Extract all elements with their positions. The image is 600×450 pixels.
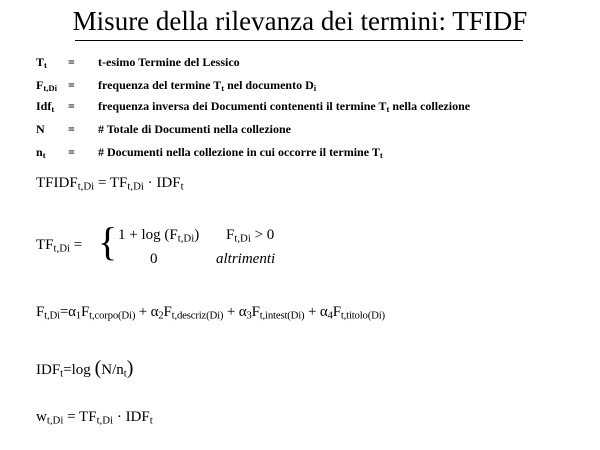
formula-idf: $IDF_t=\log$ $(N/n_t)$: [36, 357, 134, 380]
formula-tf-cond2: altrimenti: [216, 251, 276, 267]
definition-equals: =: [68, 55, 75, 69]
formula-tf-case1: $1 + \log (F_{t,Di})$: [118, 227, 200, 245]
definition-text: # Totale di Documenti nella collezione: [98, 122, 291, 136]
definition-symbol: $F_{t,Di}$: [36, 78, 57, 94]
definition-text: # Documenti nella collezione in cui occorre il termine $T_t$: [98, 145, 383, 161]
formula-f-term: $\alpha_1F_{t,corpo(Di)}$ +: [68, 304, 148, 322]
definition-symbol: $n_t$: [36, 145, 46, 161]
definition-equals: =: [68, 145, 75, 159]
definition-equals: =: [68, 122, 75, 136]
formula-tfidf: $TFIDF_{t,Di} = TF_{t,Di} \cdot IDF_t$: [36, 175, 184, 193]
formula-f-term: $\alpha_3F_{t,intest(Di)}$ +: [238, 304, 317, 322]
formula-f-term: $\alpha_4F_{t,titolo(Di)}$: [319, 304, 385, 322]
definition-symbol: N: [36, 122, 45, 136]
formula-f: $F_{t,Di}=\alpha_1F_{t,corpo(Di)} + \alpha_2F_{t,descriz(Di)} + \alpha_3F_{t,intest(Di)} + \alpha_4F_{t,titolo(Di)}$: [36, 304, 385, 322]
formula-tf-case2: 0: [150, 251, 158, 267]
definition-equals: =: [68, 78, 75, 92]
definition-text: t-esimo Termine del Lessico: [98, 55, 240, 69]
formula-tf-cond1: $F_{t,Di} > 0$: [226, 227, 275, 245]
title-underline: [75, 40, 523, 41]
formula-tf-brace: {: [98, 219, 118, 264]
definition-symbol: Idf$_t$: [36, 99, 55, 115]
definition-text: frequenza inversa dei Documenti contenenti il termine $T_t$ nella collezione: [98, 99, 471, 115]
formula-tf-lhs: $TF_{t,Di}$ =: [36, 237, 83, 255]
formula-f-term: $\alpha_2F_{t,descriz(Di)}$ +: [150, 304, 236, 322]
formula-w: $w_{t,Di} = TF_{t,Di} \cdot IDF_t$: [36, 409, 153, 427]
page-title: Misure della rilevanza dei termini: TFIDF: [72, 6, 528, 36]
definition-text: frequenza del termine $T_t$ nel documento $D_i$: [98, 78, 317, 94]
definition-equals: =: [68, 99, 75, 113]
definition-symbol: $T_t$: [36, 55, 47, 71]
